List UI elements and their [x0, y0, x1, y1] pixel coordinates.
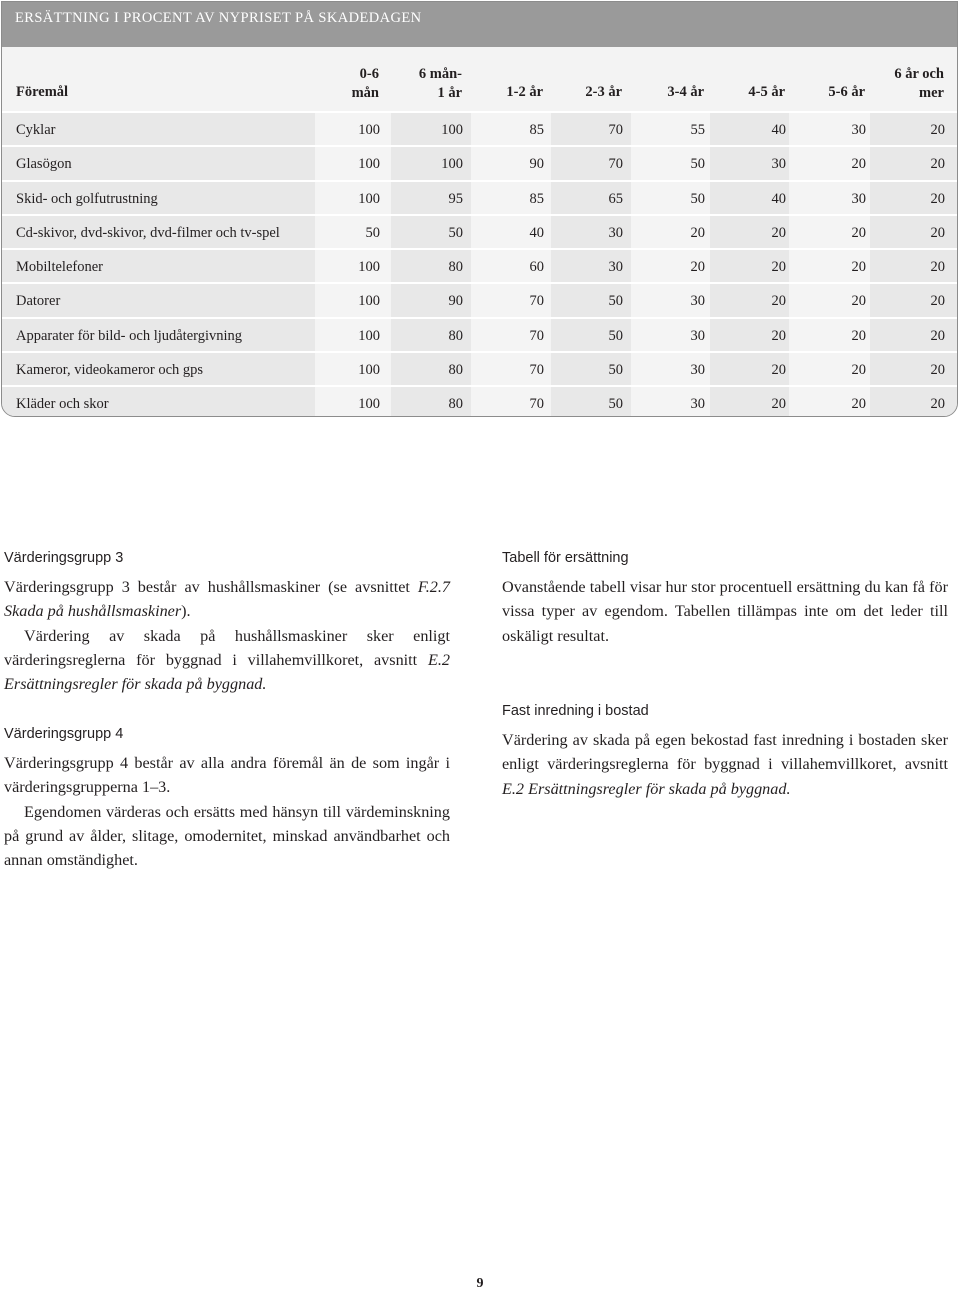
row-value: 95 [448, 190, 463, 207]
row-value: 20 [690, 224, 705, 241]
group3-paragraph-2: Värdering av skada på hushållsmaskiner sker enligt värderingsreglerna för byggnad i villahemvillkoret, avsnitt E.2 Ersättningsregler för skada på byggnad. [4, 626, 450, 694]
section-fixed-furnishings [502, 699, 948, 801]
row-value: 50 [448, 224, 463, 241]
row-value: 90 [448, 293, 463, 310]
row-value: 60 [529, 259, 544, 276]
group4-heading: Värderingsgrupp 4 [4, 726, 124, 742]
row-value: 70 [608, 122, 623, 138]
row-value: 85 [529, 190, 544, 207]
row-value: 20 [930, 396, 945, 413]
row-value: 20 [851, 156, 866, 173]
table-row [2, 319, 957, 353]
row-value: 20 [771, 327, 786, 344]
group4-paragraph-1: Värderingsgrupp 4 består av alla andra föremål än de som ingår i värderingsgrupperna 1–3. [4, 754, 450, 797]
row-value: 30 [690, 396, 705, 413]
row-value: 100 [358, 327, 380, 344]
row-value: 70 [529, 327, 544, 344]
row-value: 40 [529, 224, 544, 241]
row-value: 30 [608, 224, 623, 241]
row-value: 50 [690, 190, 705, 207]
row-value: 100 [358, 362, 380, 379]
row-value: 20 [771, 259, 786, 276]
row-value: 20 [851, 224, 866, 241]
row-value: 50 [365, 224, 380, 241]
table-body [2, 113, 957, 417]
section-group4 [4, 722, 450, 872]
row-value: 20 [851, 293, 866, 310]
row-value: 40 [771, 122, 786, 138]
table-row [2, 113, 957, 147]
table-row [2, 387, 957, 417]
table-info-paragraph: Ovanstående tabell visar hur stor procentuell ersättning du kan få för vissa typer av egendom. Tabellen tillämpas inte om det leder till oskäligt resultat. [502, 578, 948, 645]
row-value: 50 [608, 396, 623, 413]
row-value: 30 [771, 156, 786, 173]
column-header-age: 0-6 mån [351, 66, 379, 101]
row-value: 20 [930, 190, 945, 207]
row-item-name: Kameror, videokameror och gps [16, 362, 204, 379]
row-value: 100 [358, 190, 380, 207]
row-value: 20 [690, 259, 705, 276]
row-item-name: Datorer [16, 293, 61, 310]
table-row [2, 250, 957, 284]
column-header-age: 6 mån- 1 år [418, 66, 462, 101]
table-row [2, 216, 957, 250]
row-value: 20 [930, 362, 945, 379]
row-value: 20 [930, 327, 945, 344]
row-value: 20 [771, 224, 786, 241]
row-value: 100 [441, 122, 463, 138]
row-value: 65 [608, 190, 623, 207]
row-value: 20 [930, 293, 945, 310]
row-value: 70 [529, 362, 544, 379]
row-item-name: Mobiltelefoner [16, 259, 103, 276]
row-value: 20 [771, 293, 786, 310]
row-value: 20 [930, 122, 945, 138]
table-row [2, 353, 957, 387]
row-value: 30 [690, 327, 705, 344]
row-value: 100 [358, 122, 380, 138]
fixed-heading: Fast inredning i bostad [502, 703, 649, 719]
group3-paragraph-1: Värderingsgrupp 3 består av hushållsmaskiner (se avsnittet F.2.7 Skada på hushållsmaskiner). [4, 578, 450, 621]
row-value: 20 [771, 396, 786, 413]
table-column-headers [2, 47, 957, 113]
column-header-age: 2-3 år [585, 84, 622, 100]
row-value: 30 [608, 259, 623, 276]
table-row [2, 147, 957, 181]
row-value: 40 [771, 190, 786, 207]
row-item-name: Cyklar [16, 122, 56, 138]
row-value: 20 [851, 362, 866, 379]
table-info-heading: Tabell för ersättning [502, 550, 629, 566]
row-value: 80 [448, 396, 463, 413]
row-value: 50 [608, 293, 623, 310]
row-value: 30 [851, 122, 866, 138]
row-value: 55 [690, 122, 705, 138]
row-value: 20 [771, 362, 786, 379]
row-value: 20 [851, 396, 866, 413]
group4-paragraph-2: Egendomen värderas och ersätts med hänsyn till värdeminskning på grund av ålder, slitage, omodernitet, minskad användbarhet och annan omständighet. [4, 802, 450, 870]
page-number: 9 [476, 1276, 484, 1291]
row-value: 100 [358, 259, 380, 276]
row-value: 80 [448, 259, 463, 276]
row-item-name: Glasögon [16, 156, 72, 173]
compensation-table [1, 1, 958, 417]
row-value: 20 [930, 156, 945, 173]
group3-heading: Värderingsgrupp 3 [4, 550, 124, 566]
row-value: 50 [690, 156, 705, 173]
row-value: 70 [608, 156, 623, 173]
row-value: 20 [851, 259, 866, 276]
row-item-name: Kläder och skor [16, 396, 109, 413]
row-item-name: Cd-skivor, dvd-skivor, dvd-filmer och tv-spel [16, 224, 280, 241]
row-value: 80 [448, 362, 463, 379]
row-value: 50 [608, 362, 623, 379]
row-value: 20 [930, 259, 945, 276]
table-title: ERSÄTTNING I PROCENT AV NYPRISET PÅ SKADEDAGEN [2, 2, 957, 47]
column-header-age: 4-5 år [748, 84, 785, 100]
row-value: 20 [851, 327, 866, 344]
column-header-age: 5-6 år [828, 84, 865, 100]
row-value: 80 [448, 327, 463, 344]
row-value: 70 [529, 293, 544, 310]
table-row [2, 284, 957, 318]
fixed-paragraph: Värdering av skada på egen bekostad fast inredning i bostaden sker enligt värderingsreglerna för byggnad i villahemvillkoret, avsnitt E.2 Ersättningsregler för skada på byggnad. [502, 731, 948, 798]
row-value: 20 [930, 224, 945, 241]
row-item-name: Apparater för bild- och ljudåtergivning [16, 327, 243, 344]
row-value: 30 [690, 293, 705, 310]
table-row [2, 182, 957, 216]
row-value: 50 [608, 327, 623, 344]
column-header-age: 3-4 år [667, 84, 704, 100]
row-value: 100 [441, 156, 463, 173]
row-value: 100 [358, 396, 380, 413]
column-header-age: 1-2 år [506, 84, 543, 100]
column-header-item: Föremål [16, 84, 69, 100]
row-value: 30 [851, 190, 866, 207]
column-header-age: 6 år och mer [894, 66, 944, 101]
row-value: 100 [358, 156, 380, 173]
row-value: 70 [529, 396, 544, 413]
row-item-name: Skid- och golfutrustning [16, 190, 158, 207]
section-table-info [502, 546, 948, 648]
row-value: 85 [529, 122, 544, 138]
row-value: 90 [529, 156, 544, 173]
row-value: 100 [358, 293, 380, 310]
row-value: 30 [690, 362, 705, 379]
section-group3 [4, 546, 450, 696]
